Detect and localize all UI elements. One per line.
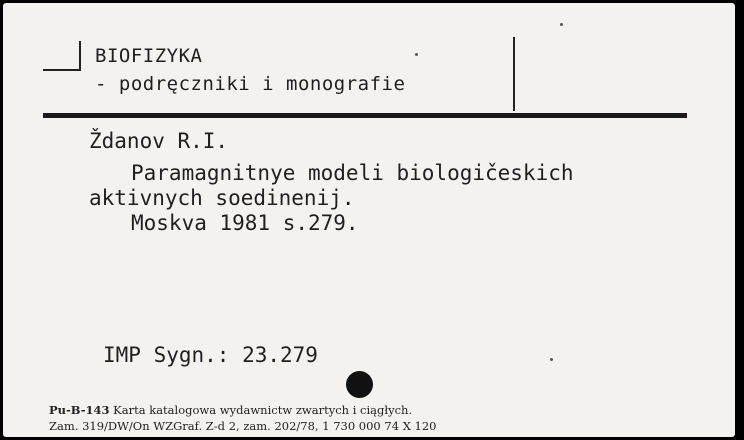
speck: [550, 358, 553, 361]
entry-author: Ždanov R.I.: [89, 129, 229, 153]
header-rule: [43, 113, 687, 118]
footer-description: Karta katalogowa wydawnictw zwartych i ciągłych.: [113, 403, 413, 417]
header-divider: [513, 37, 515, 111]
catalog-card: [3, 3, 735, 437]
speck: [415, 53, 418, 56]
card-corner-mark-vertical: [79, 41, 81, 71]
shelfmark: IMP Sygn.: 23.279: [103, 343, 318, 367]
speck: [560, 23, 563, 26]
subject-heading: BIOFIZYKA: [95, 45, 203, 67]
punch-hole: [346, 371, 373, 398]
subject-subheading: - podręczniki i monografie: [95, 73, 406, 95]
entry-title-line1: Paramagnitnye modeli biologičeskich: [131, 161, 574, 185]
entry-title-line2: aktivnych soedinenij.: [89, 186, 355, 210]
footer-code: Pu-B-143: [49, 403, 110, 417]
entry-imprint: Moskva 1981 s.279.: [131, 211, 359, 235]
card-corner-mark: [43, 69, 81, 71]
footer-line1: [49, 403, 412, 417]
footer-line2: Zam. 319/DW/On WZGraf. Z-d 2, zam. 202/78, 1 730 000 74 X 120: [49, 419, 437, 433]
